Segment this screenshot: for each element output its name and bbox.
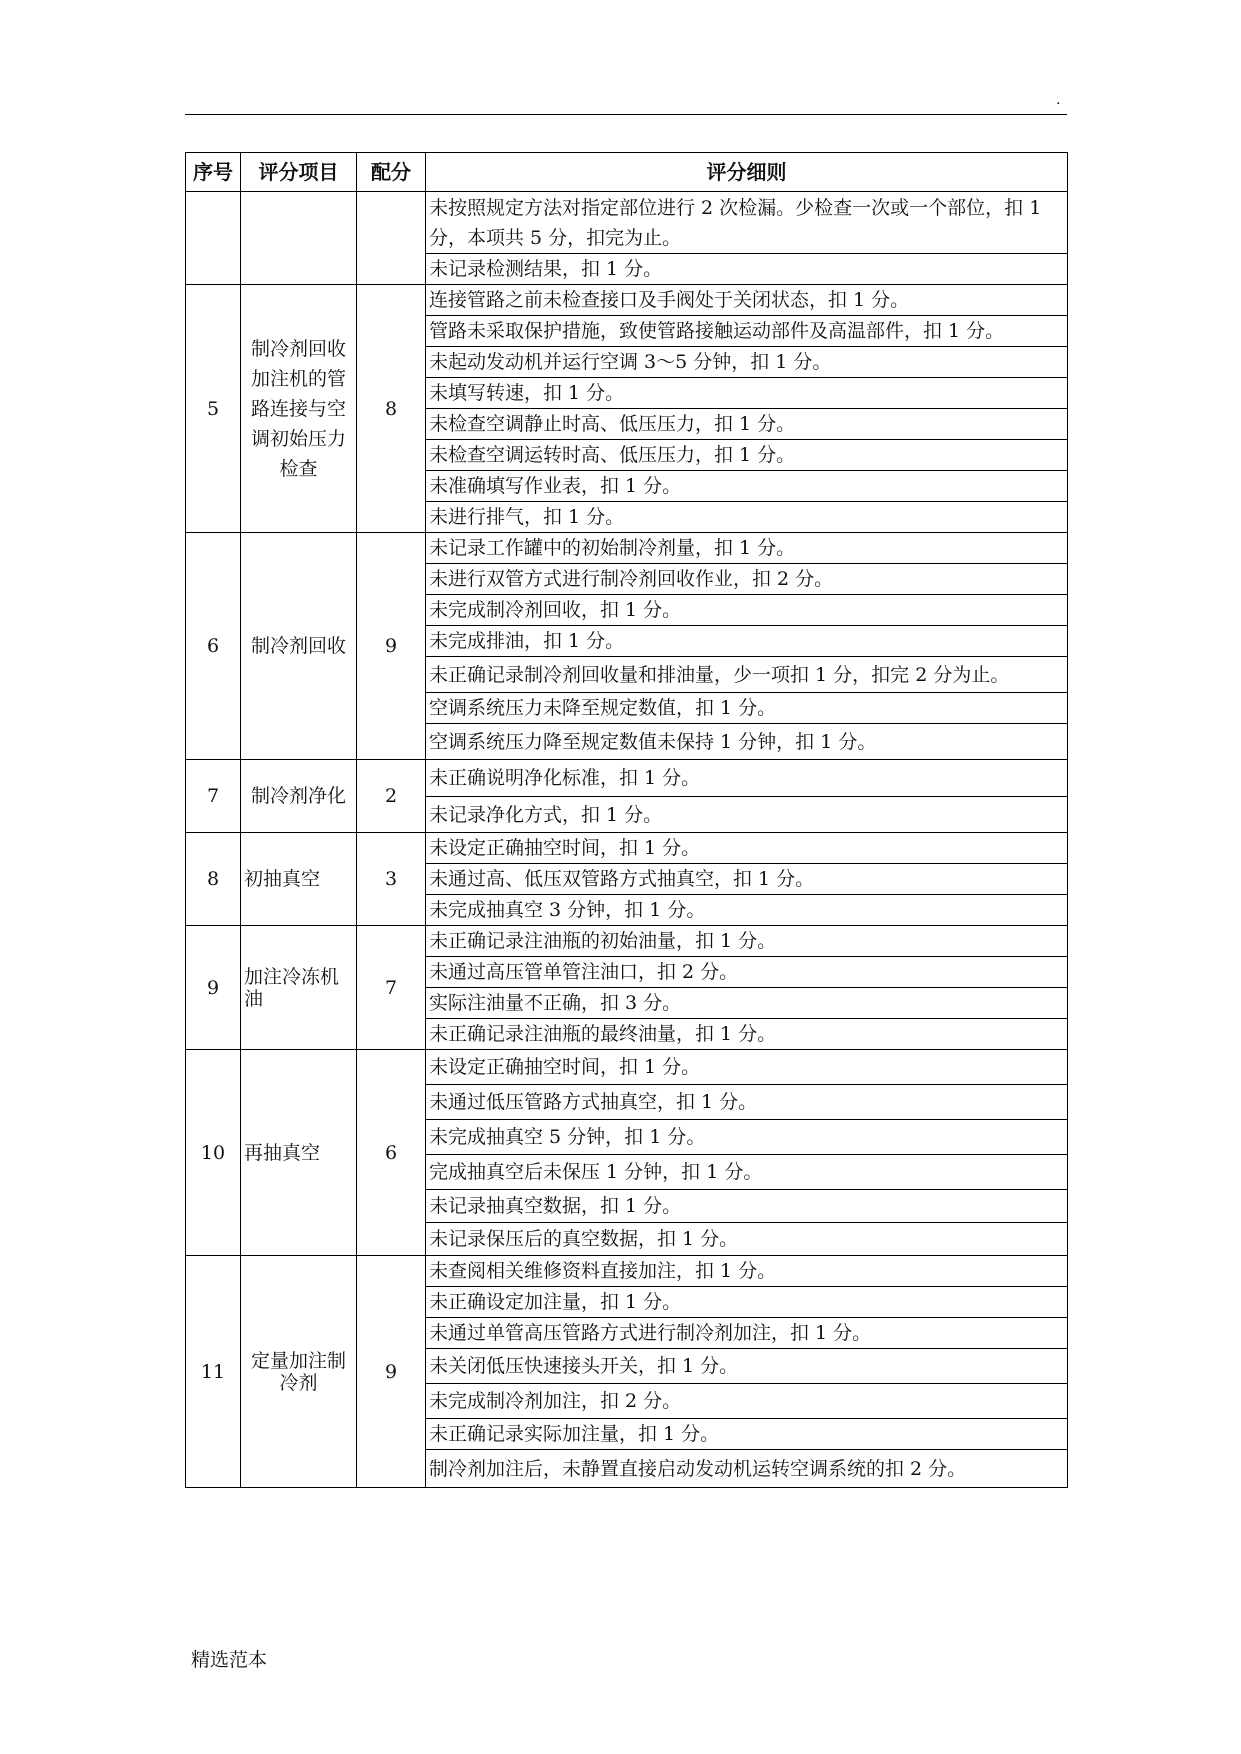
- rule-cell: 未按照规定方法对指定部位进行 2 次检漏。少检查一次或一个部位，扣 1 分，本项共 5 分，扣完为止。: [426, 192, 1068, 254]
- rule-cell: 未完成排油，扣 1 分。: [426, 626, 1068, 657]
- rule-cell: 完成抽真空后未保压 1 分钟，扣 1 分。: [426, 1155, 1068, 1190]
- header-rule: [185, 114, 1067, 115]
- rule-cell: 未完成制冷剂加注，扣 2 分。: [426, 1384, 1068, 1419]
- rule-cell: 未记录净化方式，扣 1 分。: [426, 797, 1068, 833]
- scoring-item-cell: 初抽真空: [241, 833, 357, 926]
- scoring-table: [185, 152, 1068, 1488]
- score-cell: 8: [357, 285, 426, 533]
- table-body: [186, 192, 1068, 1488]
- rule-cell: 制冷剂加注后，未静置直接启动发动机运转空调系统的扣 2 分。: [426, 1450, 1068, 1488]
- score-cell: [357, 192, 426, 285]
- header-mark: .: [1056, 92, 1061, 108]
- rule-cell: 未完成制冷剂回收，扣 1 分。: [426, 595, 1068, 626]
- rule-cell: 未准确填写作业表，扣 1 分。: [426, 471, 1068, 502]
- row-number-cell: 7: [186, 760, 241, 833]
- score-cell: 9: [357, 533, 426, 760]
- rule-cell: 未正确记录注油瓶的最终油量，扣 1 分。: [426, 1019, 1068, 1050]
- rule-cell: 空调系统压力降至规定数值未保持 1 分钟，扣 1 分。: [426, 724, 1068, 760]
- rule-cell: 实际注油量不正确，扣 3 分。: [426, 988, 1068, 1019]
- table-row: [186, 533, 1068, 564]
- scoring-item-cell: 再抽真空: [241, 1050, 357, 1256]
- rule-cell: 未通过单管高压管路方式进行制冷剂加注，扣 1 分。: [426, 1318, 1068, 1349]
- header-no: 序号: [186, 153, 241, 192]
- scoring-item-cell: 制冷剂回收: [241, 533, 357, 760]
- rule-cell: 未设定正确抽空时间，扣 1 分。: [426, 833, 1068, 864]
- table-row: [186, 1050, 1068, 1085]
- table-row: [186, 285, 1068, 316]
- rule-cell: 未进行排气，扣 1 分。: [426, 502, 1068, 533]
- rule-cell: 未查阅相关维修资料直接加注，扣 1 分。: [426, 1256, 1068, 1287]
- score-cell: 9: [357, 1256, 426, 1488]
- table-row: [186, 833, 1068, 864]
- rule-cell: 未通过高、低压双管路方式抽真空，扣 1 分。: [426, 864, 1068, 895]
- rule-cell: 未正确记录制冷剂回收量和排油量，少一项扣 1 分，扣完 2 分为止。: [426, 657, 1068, 693]
- rule-cell: 未记录抽真空数据，扣 1 分。: [426, 1190, 1068, 1223]
- row-number-cell: 11: [186, 1256, 241, 1488]
- rule-cell: 未记录工作罐中的初始制冷剂量，扣 1 分。: [426, 533, 1068, 564]
- row-number-cell: 5: [186, 285, 241, 533]
- rule-cell: 未完成抽真空 5 分钟，扣 1 分。: [426, 1120, 1068, 1155]
- rule-cell: 未通过低压管路方式抽真空，扣 1 分。: [426, 1085, 1068, 1120]
- rule-cell: 未正确记录实际加注量，扣 1 分。: [426, 1419, 1068, 1450]
- row-number-cell: 9: [186, 926, 241, 1050]
- header-score: 配分: [357, 153, 426, 192]
- rule-cell: 未填写转速，扣 1 分。: [426, 378, 1068, 409]
- rule-cell: 空调系统压力未降至规定数值，扣 1 分。: [426, 693, 1068, 724]
- rule-cell: 未检查空调静止时高、低压压力，扣 1 分。: [426, 409, 1068, 440]
- table-row: [186, 192, 1068, 254]
- score-cell: 7: [357, 926, 426, 1050]
- header-item: 评分项目: [241, 153, 357, 192]
- rule-cell: 未完成抽真空 3 分钟，扣 1 分。: [426, 895, 1068, 926]
- rule-cell: 未通过高压管单管注油口，扣 2 分。: [426, 957, 1068, 988]
- scoring-item-cell: 加注冷冻机油: [241, 926, 357, 1050]
- rule-cell: 未检查空调运转时高、低压压力，扣 1 分。: [426, 440, 1068, 471]
- table-row: [186, 760, 1068, 797]
- row-number-cell: [186, 192, 241, 285]
- score-cell: 2: [357, 760, 426, 833]
- rule-cell: 未设定正确抽空时间，扣 1 分。: [426, 1050, 1068, 1085]
- scoring-item-cell: 制冷剂净化: [241, 760, 357, 833]
- table-row: [186, 926, 1068, 957]
- rule-cell: 管路未采取保护措施，致使管路接触运动部件及高温部件，扣 1 分。: [426, 316, 1068, 347]
- rule-cell: 未记录保压后的真空数据，扣 1 分。: [426, 1223, 1068, 1256]
- scoring-item-cell: 制冷剂回收加注机的管路连接与空调初始压力检查: [241, 285, 357, 533]
- rule-cell: 未正确设定加注量，扣 1 分。: [426, 1287, 1068, 1318]
- table-row: [186, 1256, 1068, 1287]
- scoring-item-cell: [241, 192, 357, 285]
- scoring-item-cell: 定量加注制冷剂: [241, 1256, 357, 1488]
- page-footer: 精选范本: [191, 1649, 268, 1671]
- rule-cell: 连接管路之前未检查接口及手阀处于关闭状态，扣 1 分。: [426, 285, 1068, 316]
- score-cell: 3: [357, 833, 426, 926]
- row-number-cell: 8: [186, 833, 241, 926]
- row-number-cell: 10: [186, 1050, 241, 1256]
- row-number-cell: 6: [186, 533, 241, 760]
- header-rules: 评分细则: [426, 153, 1068, 192]
- rule-cell: 未正确记录注油瓶的初始油量，扣 1 分。: [426, 926, 1068, 957]
- score-cell: 6: [357, 1050, 426, 1256]
- rule-cell: 未记录检测结果，扣 1 分。: [426, 254, 1068, 285]
- rule-cell: 未正确说明净化标准，扣 1 分。: [426, 760, 1068, 797]
- rule-cell: 未关闭低压快速接头开关，扣 1 分。: [426, 1349, 1068, 1384]
- table-header-row: [186, 153, 1068, 192]
- rule-cell: 未起动发动机并运行空调 3～5 分钟，扣 1 分。: [426, 347, 1068, 378]
- rule-cell: 未进行双管方式进行制冷剂回收作业，扣 2 分。: [426, 564, 1068, 595]
